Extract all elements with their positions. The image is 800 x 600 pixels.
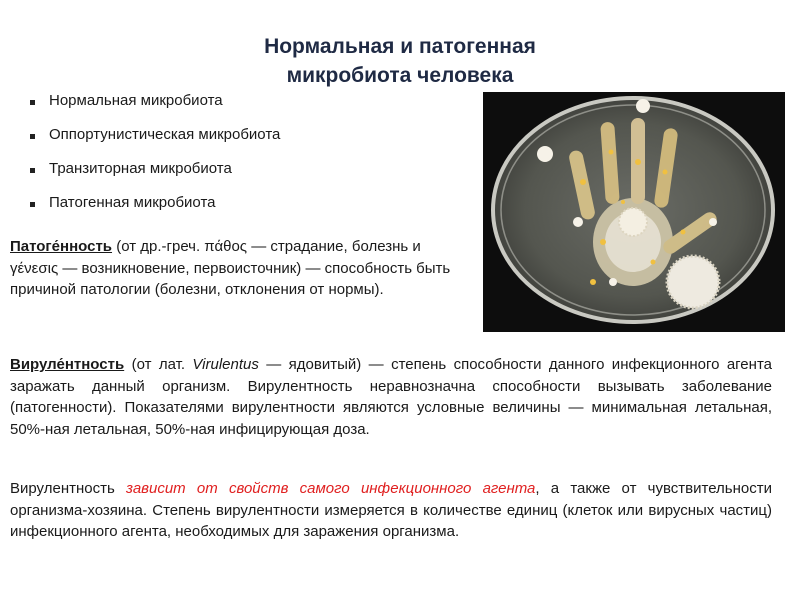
dependency-highlight: зависит от свойств самого инфекционного агента <box>126 480 536 497</box>
title-line-1: Нормальная и патогенная <box>264 35 536 58</box>
bullet-marker <box>30 168 35 173</box>
slide-title <box>180 32 620 90</box>
virulence-text-pre: (от лат. <box>124 356 193 373</box>
bullet-text: Нормальная микробиота <box>49 92 223 109</box>
large-fuzzy-colony <box>667 256 719 308</box>
bullet-marker <box>30 134 35 139</box>
petri-dish-photo <box>483 92 785 332</box>
virulence-dependency <box>10 478 772 543</box>
bullet-text: Оппортунистическая микробиота <box>49 126 281 143</box>
virulence-term: Вируле́нтность <box>10 356 125 373</box>
virulence-definition <box>10 354 772 440</box>
bullet-marker <box>30 202 35 207</box>
petri-dish-illustration <box>483 92 785 332</box>
bullet-item <box>30 126 280 160</box>
pathogenicity-text: (от др.-греч. πάθος — страдание, болезнь и γένεσις — возникновение, первоисточник) — способность быть причиной патологии (болезни, отклонения от нормы). <box>10 238 451 298</box>
bullet-item <box>30 92 280 126</box>
bullet-marker <box>30 100 35 105</box>
pathogenicity-definition <box>10 236 470 301</box>
dependency-text-pre: Вирулентность <box>10 480 127 497</box>
pathogenicity-term: Патоге́нность <box>10 238 113 255</box>
bullet-text: Патогенная микробиота <box>49 194 216 211</box>
virulence-text-post: — ядовитый) — степень способности данного инфекционного агента заражать данный организм. Вирулентность неравнозначна способности вызывать заболевание (патогенности). Показателями вирулентности являются условные величины — минимальная летальная, 50%-ная летальная, 50%-ная инфицирующая доза. <box>10 356 772 438</box>
bullet-text: Транзиторная микробиота <box>49 160 232 177</box>
bullet-item <box>30 160 280 194</box>
dependency-text-post: , а также от чувствительности организма-хозяина. Степень вирулентности измеряется в количестве единиц (клеток или вирусных частиц) инфекционного агента, необходимых для заражения организма. <box>10 480 772 540</box>
title-line-2: микробиота человека <box>286 64 514 87</box>
virulence-latin: Virulentus <box>192 356 259 373</box>
bullet-item <box>30 194 280 228</box>
microbiota-bullet-list <box>30 92 280 228</box>
